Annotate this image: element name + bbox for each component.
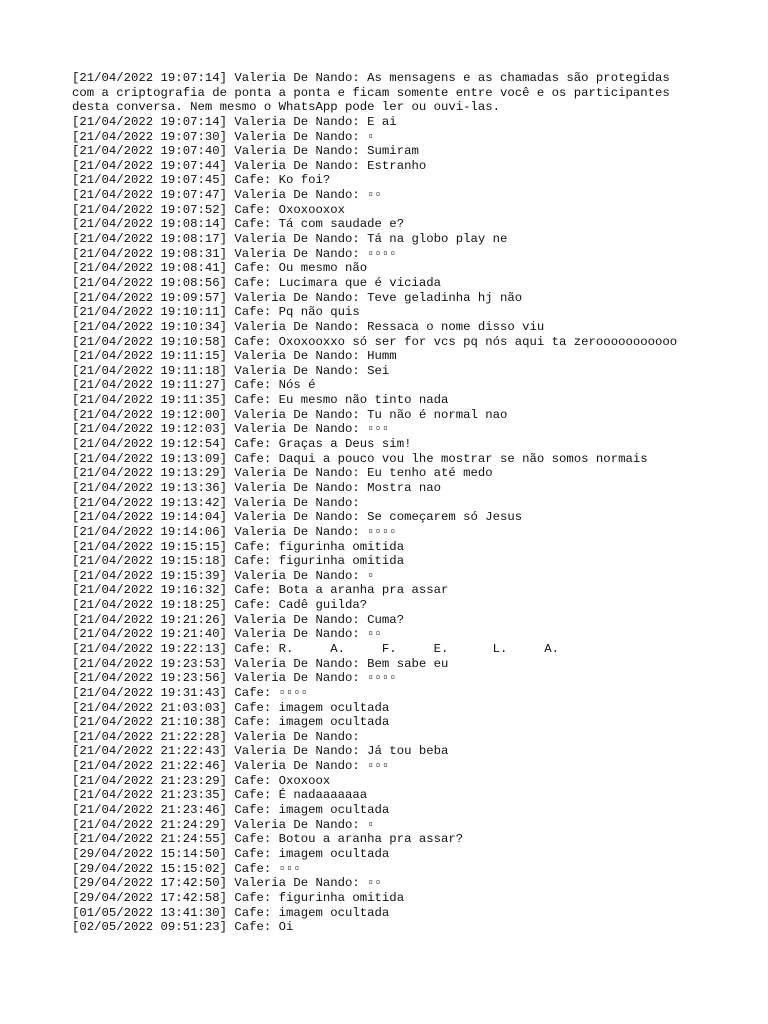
message-line: [21/04/2022 19:14:04] Valeria De Nando: Se começarem só Jesus — [72, 510, 523, 525]
message-line: [29/04/2022 15:14:50] Cafe: imagem ocultada — [72, 846, 390, 861]
message-line: [21/04/2022 19:10:58] Cafe: Oxoxooxxo só ser for vcs pq nós aqui ta zerooooooooooo — [72, 334, 678, 349]
message-line: [29/04/2022 17:42:50] Valeria De Nando: ▫▫ — [72, 876, 382, 891]
message-line: [21/04/2022 19:08:31] Valeria De Nando: ▫▫▫▫ — [72, 246, 397, 261]
message-line: [21/04/2022 19:07:52] Cafe: Oxoxooxox — [72, 202, 346, 217]
message-line: [21/04/2022 19:23:53] Valeria De Nando: Bem sabe eu — [72, 656, 449, 671]
message-line: [21/04/2022 19:21:26] Valeria De Nando: Cuma? — [72, 612, 405, 627]
message-line: [21/04/2022 19:13:29] Valeria De Nando: Eu tenho até medo — [72, 466, 493, 481]
message-line: [21/04/2022 19:11:27] Cafe: Nós é — [72, 378, 316, 393]
message-line: [21/04/2022 19:15:39] Valeria De Nando: ▫ — [72, 568, 375, 583]
message-line: [21/04/2022 19:12:54] Cafe: Graças a Deus sim! — [72, 437, 412, 452]
message-line: [21/04/2022 21:24:29] Valeria De Nando: ▫ — [72, 817, 375, 832]
message-line: [21/04/2022 21:03:03] Cafe: imagem ocultada — [72, 700, 390, 715]
message-list — [72, 115, 712, 935]
intro-line: desta conversa. Nem mesmo o WhatsApp pode ler ou ouvi-las. — [72, 100, 501, 115]
message-line: [21/04/2022 19:11:35] Cafe: Eu mesmo não tinto nada — [72, 393, 449, 408]
message-line: [01/05/2022 13:41:30] Cafe: imagem ocultada — [72, 905, 390, 920]
message-line: [21/04/2022 19:10:34] Valeria De Nando: Ressaca o nome disso viu — [72, 319, 545, 334]
message-line: [21/04/2022 19:08:41] Cafe: Ou mesmo não — [72, 261, 368, 276]
message-line: [02/05/2022 09:51:23] Cafe: Oi — [72, 920, 294, 935]
message-line: [21/04/2022 21:23:35] Cafe: É nadaaaaaaa — [72, 788, 368, 803]
intro-line: [21/04/2022 19:07:14] Valeria De Nando: As mensagens e as chamadas são protegidas — [72, 71, 670, 85]
message-line: [21/04/2022 19:16:32] Cafe: Bota a aranha pra assar — [72, 583, 449, 598]
message-line: [21/04/2022 21:24:55] Cafe: Botou a aranha pra assar? — [72, 832, 464, 847]
message-line: [21/04/2022 19:15:15] Cafe: figurinha omitida — [72, 539, 405, 554]
message-line: [21/04/2022 19:07:40] Valeria De Nando: Sumiram — [72, 144, 419, 159]
message-line: [21/04/2022 19:13:36] Valeria De Nando: Mostra nao — [72, 480, 441, 495]
message-line: [21/04/2022 19:10:11] Cafe: Pq não quis — [72, 305, 360, 320]
message-line: [21/04/2022 19:14:06] Valeria De Nando: ▫▫▫▫ — [72, 524, 397, 539]
message-line: [21/04/2022 21:22:46] Valeria De Nando: ▫▫▫ — [72, 759, 390, 774]
intro-line: com a criptografia de ponta a ponta e ficam somente entre você e os participantes — [72, 85, 670, 100]
message-line: [21/04/2022 19:11:15] Valeria De Nando: Humm — [72, 349, 397, 364]
chat-transcript — [72, 71, 712, 935]
message-line: [21/04/2022 19:31:43] Cafe: ▫▫▫▫ — [72, 685, 309, 700]
message-line: [21/04/2022 19:11:18] Valeria De Nando: Sei — [72, 363, 390, 378]
message-line: [21/04/2022 19:08:14] Cafe: Tá com saudade e? — [72, 217, 405, 232]
message-line: [21/04/2022 21:23:29] Cafe: Oxoxoox — [72, 773, 331, 788]
message-line: [21/04/2022 19:07:30] Valeria De Nando: ▫ — [72, 129, 375, 144]
message-line: [21/04/2022 19:12:00] Valeria De Nando: Tu não é normal nao — [72, 407, 508, 422]
message-line: [29/04/2022 17:42:58] Cafe: figurinha omitida — [72, 890, 405, 905]
message-line: [21/04/2022 21:10:38] Cafe: imagem ocultada — [72, 715, 390, 730]
message-line: [21/04/2022 19:07:14] Valeria De Nando: E ai — [72, 114, 397, 129]
message-line: [21/04/2022 19:07:44] Valeria De Nando: Estranho — [72, 158, 427, 173]
message-line: [21/04/2022 19:15:18] Cafe: figurinha omitida — [72, 554, 405, 569]
message-line: [21/04/2022 19:13:42] Valeria De Nando: — [72, 495, 360, 510]
message-line: [21/04/2022 19:08:56] Cafe: Lucimara que é viciada — [72, 275, 441, 290]
message-line: [21/04/2022 19:12:03] Valeria De Nando: ▫▫▫ — [72, 422, 390, 437]
message-line: [21/04/2022 19:13:09] Cafe: Daqui a pouco vou lhe mostrar se não somos normais — [72, 451, 648, 466]
message-line: [21/04/2022 19:07:45] Cafe: Ko foi? — [72, 173, 331, 188]
message-line: [29/04/2022 15:15:02] Cafe: ▫▫▫ — [72, 861, 301, 876]
message-line: [21/04/2022 21:23:46] Cafe: imagem ocultada — [72, 803, 390, 818]
message-line: [21/04/2022 19:21:40] Valeria De Nando: ▫▫ — [72, 627, 382, 642]
message-line: [21/04/2022 19:09:57] Valeria De Nando: Teve geladinha hj não — [72, 290, 523, 305]
message-line: [21/04/2022 21:22:43] Valeria De Nando: Já tou beba — [72, 744, 449, 759]
message-line: [21/04/2022 21:22:28] Valeria De Nando: — [72, 729, 360, 744]
message-line: [21/04/2022 19:23:56] Valeria De Nando: ▫▫▫▫ — [72, 671, 397, 686]
message-line: [21/04/2022 19:22:13] Cafe: R. A. F. E. L. A. — [72, 641, 560, 656]
message-line: [21/04/2022 19:07:47] Valeria De Nando: ▫▫ — [72, 188, 382, 203]
message-line: [21/04/2022 19:18:25] Cafe: Cadê guilda? — [72, 598, 368, 613]
message-line: [21/04/2022 19:08:17] Valeria De Nando: Tá na globo play ne — [72, 232, 508, 247]
